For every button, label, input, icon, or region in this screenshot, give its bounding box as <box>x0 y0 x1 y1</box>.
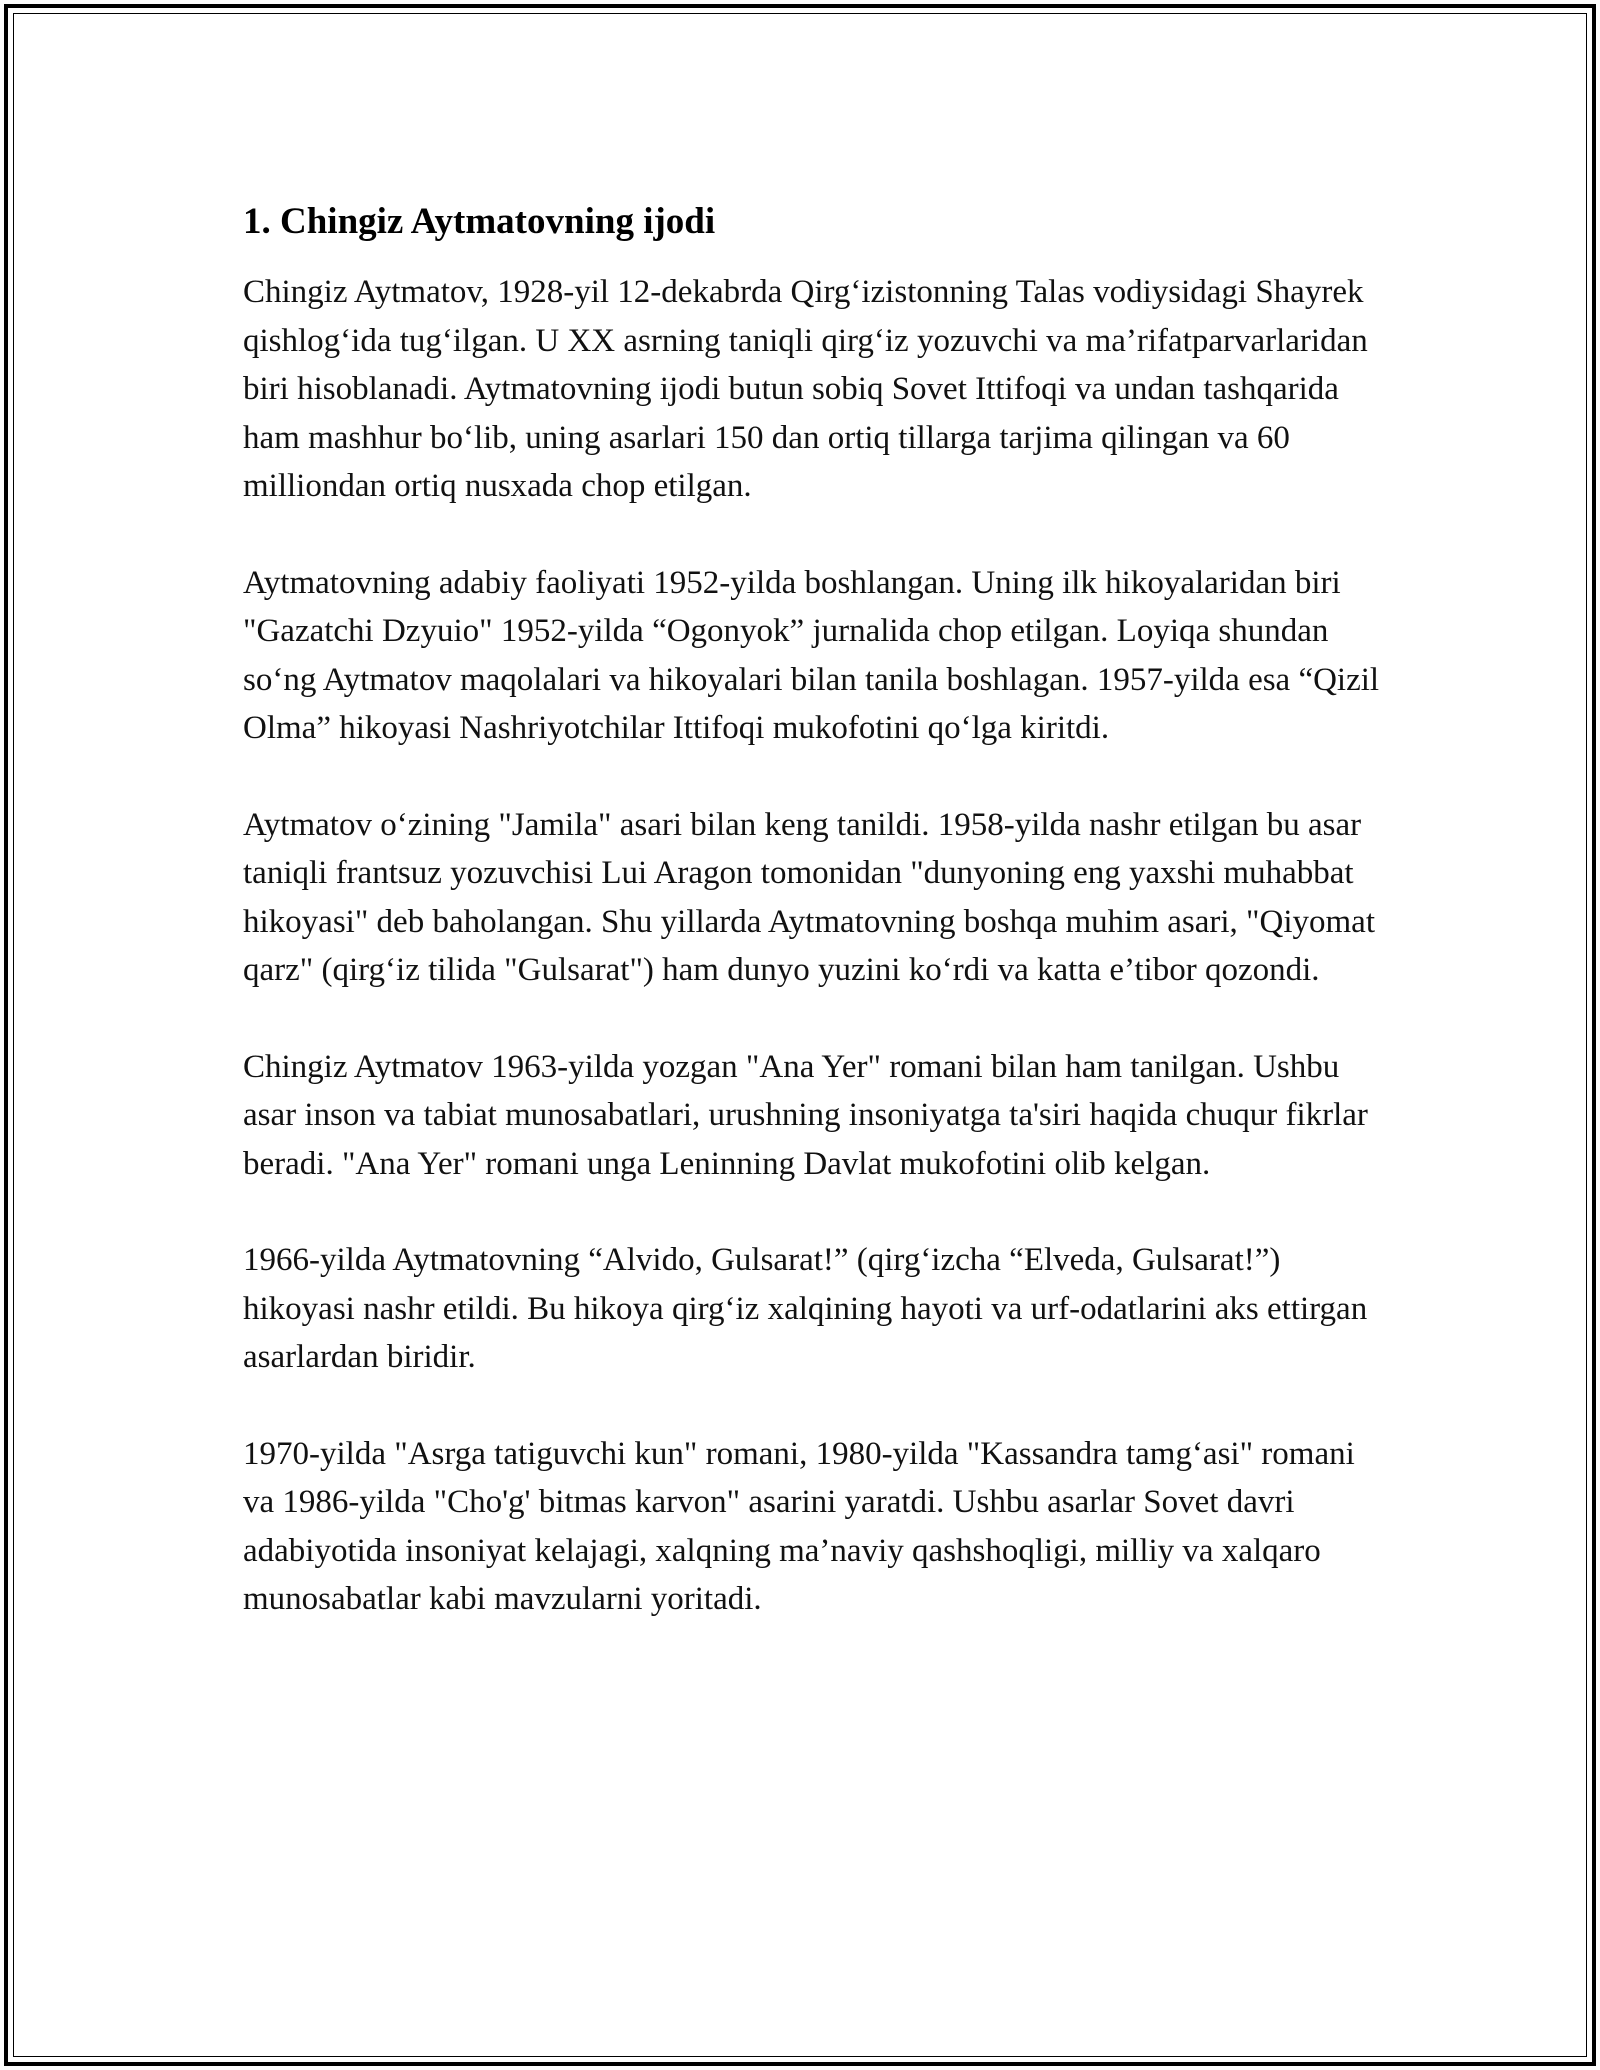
paragraph-early-career: Aytmatovning adabiy faoliyati 1952-yilda boshlangan. Uning ilk hikoyalaridan biri "Gazatchi Dzyuio" 1952-yilda “Ogonyok” jurnalida chop etilgan. Loyiqa shundan so‘ng Aytmatov maqolalari va hikoyalari bilan tanila boshlagan. 1957-yilda esa “Qizil Olma” hikoyasi Nashriyotchilar Ittifoqi mukofotini qo‘lga kiritdi. <box>243 564 1380 746</box>
document-content <box>243 194 1383 1672</box>
paragraph-jamila: Aytmatov o‘zining "Jamila" asari bilan keng tanildi. 1958-yilda nashr etilgan bu asar taniqli frantsuz yozuvchisi Lui Aragon tomonidan "dunyoning eng yaxshi muhabbat hikoyasi" deb baholangan. Shu yillarda Aytmatovning boshqa muhim asari, "Qiyomat qarz" (qirg‘iz tilida "Gulsarat") ham dunyo yuzini ko‘rdi va katta e’tibor qozondi. <box>243 806 1375 988</box>
paragraph-alvido-gulsarat: 1966-yilda Aytmatovning “Alvido, Gulsarat!” (qirg‘izcha “Elveda, Gulsarat!”) hikoyasi nashr etildi. Bu hikoya qirg‘iz xalqining hayoti va urf-odatlarini aks ettirgan asarlardan biridir. <box>243 1242 1368 1375</box>
page-frame <box>4 4 1596 2066</box>
paragraph-later-works: 1970-yilda "Asrga tatiguvchi kun" romani, 1980-yilda "Kassandra tamg‘asi" romani va 1986-yilda "Cho'g' bitmas karvon" asarini yaratdi. Ushbu asarlar Sovet davri adabiyotida insoniyat kelajagi, xalqning ma’naviy qashshoqligi, milliy va xalqaro munosabatlar kabi mavzularni yoritadi. <box>243 1435 1355 1617</box>
document-title: 1. Chingiz Aytmatovning ijodi <box>243 201 716 242</box>
paragraph-ana-yer: Chingiz Aytmatov 1963-yilda yozgan "Ana Yer" romani bilan ham tanilgan. Ushbu asar inson va tabiat munosabatlari, urushning insoniyatga ta'siri haqida chuqur fikrlar beradi. "Ana Yer" romani unga Leninning Davlat mukofotini olib kelgan. <box>243 1048 1368 1182</box>
paragraph-birth: Chingiz Aytmatov, 1928-yil 12-dekabrda Qirg‘izistonning Talas vodiysidagi Shayrek qishlog‘ida tug‘ilgan. U XX asrning taniqli qirg‘iz yozuvchi va ma’rifatparvarlaridan biri hisoblanadi. Aytmatovning ijodi butun sobiq Sovet Ittifoqi va undan tashqarida ham mashhur bo‘lib, uning asarlari 150 dan ortiq tillarga tarjima qilingan va 60 milliondan ortiq nusxada chop etilgan. <box>243 274 1368 504</box>
